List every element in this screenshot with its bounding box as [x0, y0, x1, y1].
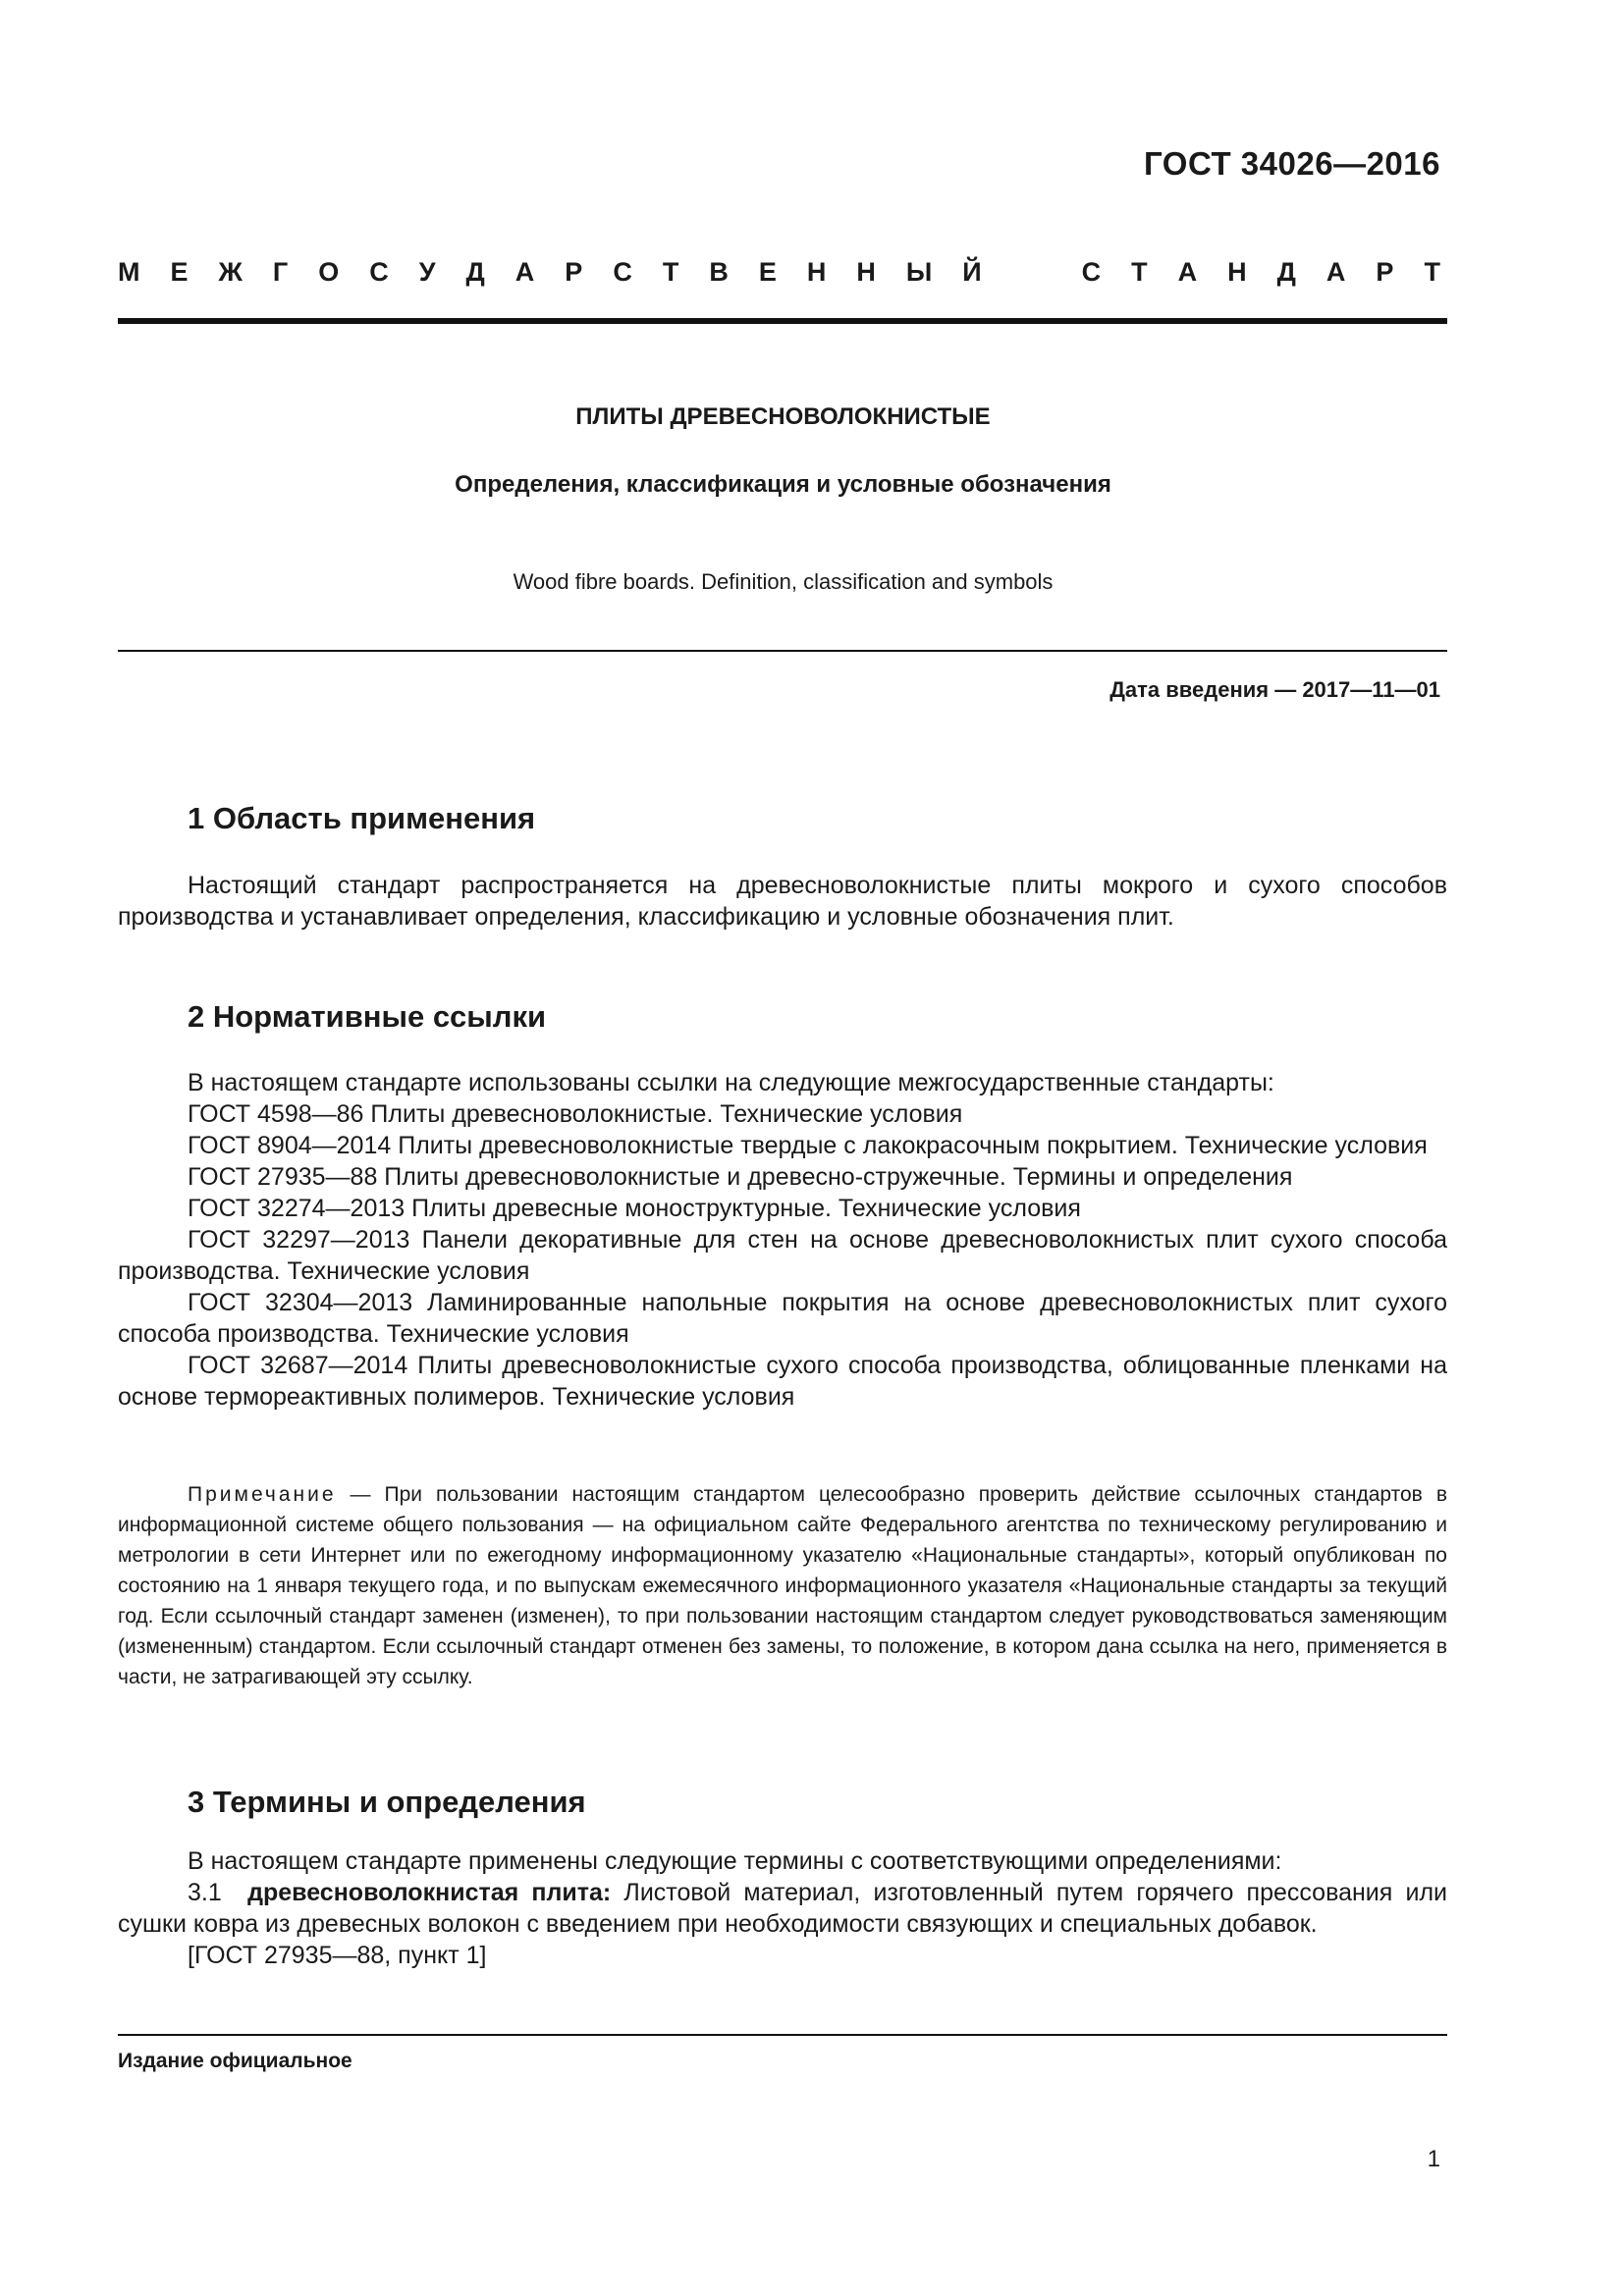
banner-letter: М — [118, 257, 140, 287]
paragraph: В настоящем стандарте использованы ссылки на следующие межгосударственные стандарты: — [188, 1069, 1274, 1096]
document-subtitle: Определения, классификация и условные обозначения — [455, 471, 1111, 498]
banner-letter: В — [709, 257, 729, 287]
reference-item: ГОСТ 32687—2014 Плиты древесноволокнистые сухого способа производства, облицованные пленками на основе термореактивных полимеров. Технические условия — [118, 1352, 1447, 1411]
document-title-english: Wood fibre boards. Definition, classification and symbols — [513, 569, 1054, 594]
banner-letter: Д — [465, 257, 485, 287]
section-3-body — [118, 1845, 1447, 1971]
gost-number: ГОСТ 34026—2016 — [1144, 145, 1440, 182]
banner-letter: Й — [962, 257, 982, 287]
term-source: [ГОСТ 27935—88, пункт 1] — [188, 1942, 487, 1969]
banner-letter: У — [418, 257, 436, 287]
introduction-date: Дата введения — 2017—11—01 — [1109, 677, 1440, 702]
document-title: ПЛИТЫ ДРЕВЕСНОВОЛОКНИСТЫЕ — [575, 403, 991, 430]
header-divider — [118, 318, 1447, 324]
banner-letter: А — [1325, 257, 1346, 287]
term-definition — [118, 1877, 1447, 1940]
reference-item: ГОСТ 8904—2014 Плиты древесноволокнистые твердые с лакокрасочным покрытием. Технические условия — [188, 1132, 1428, 1159]
footer-divider — [118, 2034, 1447, 2036]
banner-letter: С — [369, 257, 389, 287]
banner-word-gap — [1012, 257, 1052, 288]
section-1-heading: 1 Область применения — [188, 801, 536, 835]
banner-letter: Ы — [905, 257, 933, 287]
section-1-body — [118, 870, 1447, 933]
note-text: — При пользовании настоящим стандартом целесообразно проверить действие ссылочных стандартов в информационной системе общего пользования — на официальном сайте Федерального агентства по техническому регулированию и метрологии в сети Интернет или по ежегодному информационному указателю «Национальные стандарты», который опубликован по состоянию на 1 января текущего года, и по выпускам ежемесячного информационного указателя «Национальные стандарты за текущий год. Если ссылочный стандарт заменен (изменен), то при пользовании настоящим стандартом следует руководствоваться заменяющим (измененным) стандартом. Если ссылочный стандарт отменен без замены, то положение, в котором дана ссылка на него, применяется в части, не затрагивающей эту ссылку. — [118, 1483, 1447, 1688]
reference-item: ГОСТ 32304—2013 Ламинированные напольные покрытия на основе древесноволокнистых плит сухого способа производства. Технические условия — [118, 1289, 1447, 1348]
term-number: 3.1 — [188, 1879, 222, 1906]
page-number: 1 — [1427, 2146, 1440, 2172]
banner-letter: Ж — [218, 257, 243, 287]
note-lead: Примечание — [188, 1483, 337, 1506]
banner-letter: Н — [806, 257, 827, 287]
banner-letter: А — [514, 257, 535, 287]
reference-item: ГОСТ 27935—88 Плиты древесноволокнистые и древесно-стружечные. Термины и определения — [188, 1163, 1293, 1191]
banner-letter: Т — [1424, 257, 1440, 287]
banner-letter: Н — [856, 257, 876, 287]
section-2-body — [118, 1067, 1447, 1413]
banner-letter: Г — [272, 257, 289, 287]
interstate-standard-banner — [118, 257, 1440, 288]
term-definition-text: Листовой материал, изготовленный путем горячего прессования или сушки ковра из древесных волокон с введением при необходимости связующих и специальных добавок. — [118, 1879, 1447, 1938]
banner-letter: Р — [1376, 257, 1394, 287]
banner-letter: Е — [758, 257, 777, 287]
reference-item: ГОСТ 32297—2013 Панели декоративные для стен на основе древесноволокнистых плит сухого способа производства. Технические условия — [118, 1226, 1447, 1285]
banner-letter: С — [613, 257, 632, 287]
banner-letter: О — [318, 257, 340, 287]
banner-letter: А — [1177, 257, 1198, 287]
banner-letter: Н — [1227, 257, 1247, 287]
paragraph: Настоящий стандарт распространяется на древесноволокнистые плиты мокрого и сухого способов производства и устанавливает определения, классификацию и условные обозначения плит. — [118, 872, 1447, 931]
title-divider — [118, 650, 1447, 652]
banner-letter: Р — [565, 257, 583, 287]
section-3-heading: 3 Термины и определения — [188, 1785, 586, 1819]
banner-letter: С — [1081, 257, 1102, 287]
reference-item: ГОСТ 4598—86 Плиты древесноволокнистые. Технические условия — [188, 1100, 963, 1128]
banner-letter: Е — [170, 257, 189, 287]
note-block — [118, 1479, 1447, 1692]
reference-item: ГОСТ 32274—2013 Плиты древесные моноструктурные. Технические условия — [188, 1195, 1081, 1222]
banner-letter: Т — [1131, 257, 1148, 287]
edition-label: Издание официальное — [118, 2050, 352, 2072]
section-2-heading: 2 Нормативные ссылки — [188, 999, 547, 1034]
banner-letter: Д — [1276, 257, 1296, 287]
banner-letter: Т — [662, 257, 679, 287]
term-name: древесноволокнистая плита: — [247, 1879, 612, 1906]
paragraph: В настоящем стандарте применены следующие термины с соответствующими определениями: — [188, 1847, 1282, 1875]
